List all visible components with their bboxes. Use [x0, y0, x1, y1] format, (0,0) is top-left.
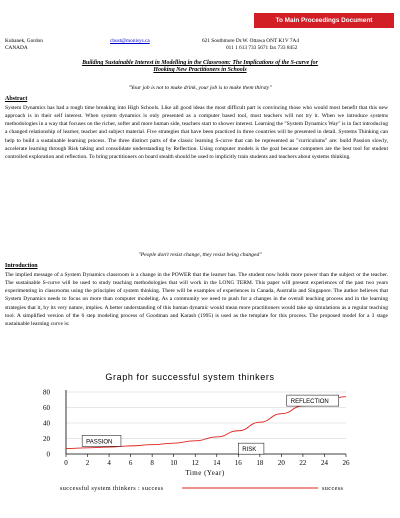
- author-email-block: [110, 38, 150, 45]
- abstract-text: System Dynamics has had a tough time breaking into High Schools. Like all good ideas the most difficult part is convincing those who would most benefit that this new approach is in their self interest. When system dynamics is only presented as a computer based tool, most teachers will not try it. When we introduce systems methodologies in a way that focuses on the richer, softer and more human side, teachers start to shower interest. Learning the "System Dynamics Way" is in fact introducing a changed relationship of learner, teacher and subject material. Five strategies that have been practiced in three countries will be presented in detail. Systems Thinking can help to build a sustainable learning process. The three distinct parts of the classic learning S-curve that can be represented as "curriculums" are: build Passion slowly, accelerate learning through Risk taking and consolidate understanding by Reflection. Using computer models is the goal because computers are the best tool for student controlled exploration and reflection. To bring practitioners on board stealth should be used to implicitly train students and teachers about systems thinking.: [5, 105, 388, 160]
- y-tick-label: 20: [43, 435, 50, 443]
- y-tick-label: 80: [43, 388, 50, 397]
- legend-label: successful system thinkers : success: [60, 485, 164, 492]
- author-name: Kubanek, Gordon: [5, 38, 43, 44]
- x-tick-label: 10: [170, 459, 178, 467]
- chart-title: Graph for successful system thinkers: [105, 372, 275, 382]
- x-axis-label: Time (Year): [185, 469, 225, 477]
- y-tick-label: 0: [46, 450, 50, 459]
- x-tick-label: 2: [85, 459, 90, 467]
- author-address-block: [202, 38, 299, 51]
- author-email-link[interactable]: cbust@monisys.ca: [110, 38, 150, 44]
- x-tick-label: 24: [320, 459, 328, 467]
- x-tick-label: 14: [213, 459, 221, 467]
- x-tick-label: 0: [64, 459, 68, 467]
- x-tick-label: 8: [150, 459, 154, 467]
- x-tick-label: 12: [191, 459, 199, 467]
- paper-title-line-1: Building Sustainable Interest in Modelling in the Classroom: The Implications of the S-curve for: [82, 60, 318, 66]
- abstract-heading: Abstract: [5, 96, 28, 102]
- annotation-reflection: [287, 395, 339, 406]
- annotation-risk: [238, 443, 264, 454]
- annotation-label: PASSION: [86, 439, 113, 446]
- annotation-label: RISK: [242, 447, 257, 454]
- opening-quote: "Your job is not to make drink, your job is to make them thirsty": [128, 85, 272, 91]
- paper-title: [12, 60, 388, 74]
- x-tick-label: 4: [107, 459, 111, 467]
- author-address: 621 Southmore Dr.W. Ottawa ONT K1V 7A4: [202, 38, 300, 44]
- y-tick-label: 60: [43, 404, 50, 412]
- x-tick-label: 20: [277, 459, 285, 467]
- second-quote: "People don't resist change, they resist being changed": [138, 252, 262, 258]
- legend-series-name: success: [322, 485, 344, 492]
- x-tick-label: 26: [342, 459, 350, 467]
- author-name-block: [5, 38, 43, 51]
- x-tick-label: 22: [299, 459, 307, 467]
- y-tick-label: 40: [43, 419, 50, 428]
- introduction-heading: Introduction: [5, 263, 38, 269]
- x-tick-label: 6: [128, 459, 133, 467]
- author-phone: 011 1 613 733 5671 fax 733 8452: [226, 44, 298, 51]
- paper-title-line-2: Hooking New Practitioners in Schools: [153, 67, 247, 74]
- x-tick-label: 18: [256, 459, 264, 467]
- annotation-label: REFLECTION: [290, 399, 329, 406]
- annotation-passion: [82, 435, 121, 446]
- main-proceedings-button[interactable]: To Main Proceedings Document: [254, 13, 394, 28]
- s-curve-chart: [0, 368, 400, 518]
- author-country: CANADA: [5, 44, 28, 51]
- introduction-text: The implied message of a System Dynamics classroom is a change in the POWER that the learner has. The student now holds more power than the subject or the teacher. The sustainable S-curve will be used to study teaching methodologies that will work in the LONG TERM. This paper will present experiences of the past two years experimenting in classrooms using the principles of system thinking. There will be examples of experiences in Canada, Australia and Singapore. The author believes that System Dynamics needs to focus on more than computer modeling. As a community we need to push for a changes in the overall teaching process and in the learning strategies that it, by its very nature, implies. A better understanding of this human dynamic would mean more practitioners would take up simulations as a regular teaching tool. A simplified version of the 6 step modeling process of Goodman and Karash (1995) is used as the template for this process. The proposed model for a 3 stage sustainable learning curve is:: [5, 272, 388, 327]
- x-tick-label: 16: [234, 459, 242, 467]
